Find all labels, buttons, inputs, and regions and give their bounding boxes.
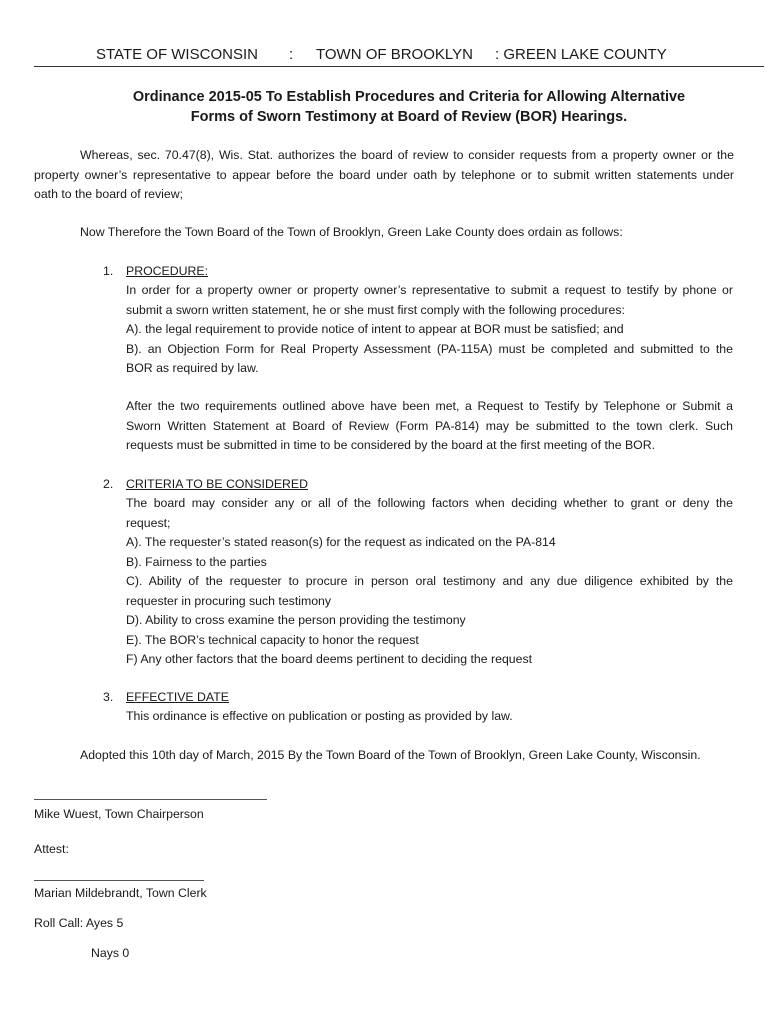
chair-signature-line: [34, 799, 267, 800]
chair-name: Mike Wuest, Town Chairperson: [34, 807, 204, 821]
section-1-followup-line: requests must be submitted in time to be considered by the board at the first meeting of the BOR.: [126, 438, 656, 452]
clerk-signature-line: [34, 880, 204, 881]
title-line-2: Forms of Sworn Testimony at Board of Review (BOR) Hearings.: [190, 109, 628, 125]
adopted-statement: Adopted this 10th day of March, 2015 By the Town Board of the Town of Brooklyn, Green Lake County, Wisconsin.: [80, 748, 701, 762]
roll-call-nays: Nays 0: [91, 946, 130, 960]
whereas-line-1: Whereas, sec. 70.47(8), Wis. Stat. authorizes the board of review to consider requests from a property owner or the: [80, 148, 734, 162]
section-2-line: B). Fairness to the parties: [126, 554, 267, 569]
section-1-line: In order for a property owner or property owner’s representative to submit a request to testify by phone or: [126, 283, 733, 297]
section-2-line: E). The BOR’s technical capacity to honor the request: [126, 632, 419, 647]
section-3-body: This ordinance is effective on publication or posting as provided by law.: [126, 709, 513, 723]
section-3-heading: EFFECTIVE DATE: [126, 690, 229, 704]
section-2-number: 2.: [103, 477, 114, 491]
attest-label: Attest:: [34, 842, 69, 856]
section-1-line: B). an Objection Form for Real Property Assessment (PA-115A) must be completed and submitted to the: [126, 341, 733, 356]
section-2-body: [126, 494, 733, 670]
section-2-line: D). Ability to cross examine the person providing the testimony: [126, 613, 466, 627]
whereas-line-2: property owner’s representative to appear before the board under oath by telephone or to submit written statements under: [34, 167, 734, 182]
header-county: : GREEN LAKE COUNTY: [495, 46, 667, 63]
section-1-heading: PROCEDURE:: [126, 264, 208, 278]
section-2-heading: CRITERIA TO BE CONSIDERED: [126, 477, 308, 491]
section-1-line: submit a sworn written statement, he or she must first comply with the following procedures:: [126, 302, 625, 317]
whereas-paragraph: [34, 146, 734, 205]
section-2-line: requester in procuring such testimony: [126, 593, 332, 608]
section-1-body: [126, 281, 733, 379]
whereas-line-3: oath to the board of review;: [34, 187, 184, 201]
section-1-line: A). the legal requirement to provide notice of intent to appear at BOR must be satisfied; and: [126, 322, 624, 336]
header-town: TOWN OF BROOKLYN: [316, 46, 473, 63]
section-1-line: BOR as required by law.: [126, 361, 259, 375]
section-1-followup: [126, 397, 733, 456]
title-line-1: Ordinance 2015-05 To Establish Procedures and Criteria for Allowing Alternative: [132, 89, 686, 105]
section-2-line: F) Any other factors that the board deems pertinent to deciding the request: [126, 652, 533, 666]
section-3-number: 3.: [103, 690, 114, 704]
section-2-line: The board may consider any or all of the following factors when deciding whether to grant or deny the: [126, 496, 733, 510]
ordinance-title: [34, 87, 770, 127]
now-therefore-paragraph: Now Therefore the Town Board of the Town of Brooklyn, Green Lake County does ordain as follows:: [80, 225, 623, 239]
header-separator: :: [289, 46, 294, 63]
section-2-line: A). The requester’s stated reason(s) for the request as indicated on the PA-814: [126, 535, 556, 549]
section-1-number: 1.: [103, 264, 114, 278]
roll-call-ayes: Roll Call: Ayes 5: [34, 916, 124, 930]
document-header: [34, 46, 764, 67]
header-state: STATE OF WISCONSIN: [96, 46, 258, 63]
section-2-line: C). Ability of the requester to procure in person oral testimony and any due diligence exhibited by the: [126, 574, 733, 588]
section-1-followup-line: After the two requirements outlined above have been met, a Request to Testify by Telephone or Submit a: [126, 399, 733, 413]
section-2-line: request;: [126, 515, 171, 530]
clerk-name: Marian Mildebrandt, Town Clerk: [34, 886, 207, 900]
section-1-followup-line: Sworn Written Statement at Board of Review (Form PA-814) may be submitted to the town clerk. Such: [126, 418, 733, 433]
